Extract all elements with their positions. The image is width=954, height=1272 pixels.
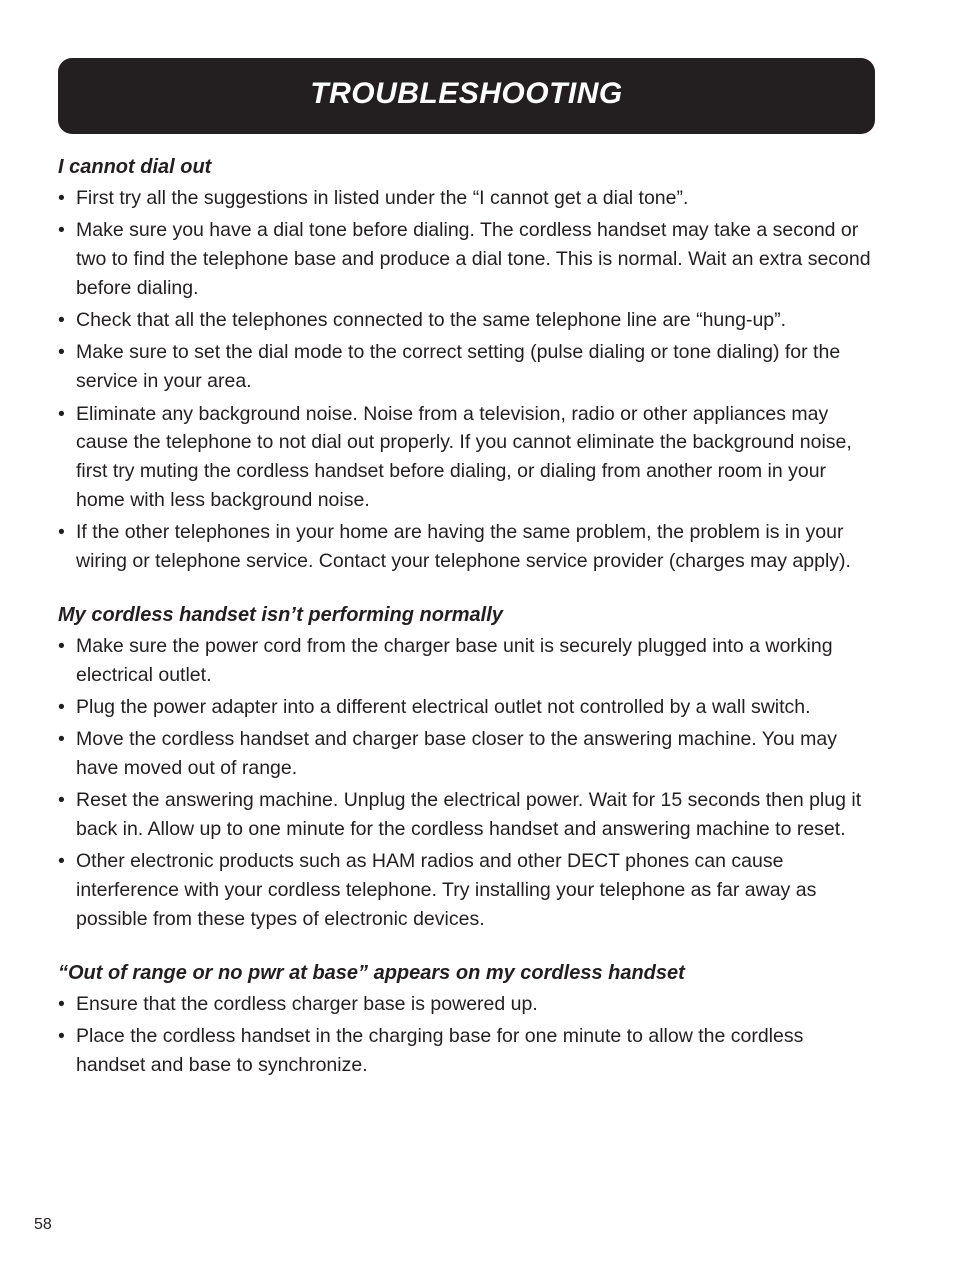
list-item: • Make sure the power cord from the charger base unit is securely plugged into a working electrical outlet. [58, 632, 878, 690]
list-item: • Move the cordless handset and charger base closer to the answering machine. You may have moved out of range. [58, 725, 878, 783]
section-header-bar [58, 58, 875, 134]
list-item: • Place the cordless handset in the charging base for one minute to allow the cordless handset and base to synchronize. [58, 1022, 878, 1080]
section-title: “Out of range or no pwr at base” appears on my cordless handset [58, 961, 685, 984]
list-item: • Other electronic products such as HAM radios and other DECT phones can cause interference with your cordless telephone. Try installing your telephone as far away as possible from these types of electronic devices. [58, 847, 878, 933]
page-title: TROUBLESHOOTING [310, 77, 623, 110]
section-handset-not-performing [58, 600, 878, 934]
troubleshooting-content [58, 152, 878, 1104]
list-item: • Make sure you have a dial tone before dialing. The cordless handset may take a second or two to find the telephone base and produce a dial tone. This is normal. Wait an extra second before dialing. [58, 216, 878, 302]
section-title: My cordless handset isn’t performing normally [58, 603, 503, 626]
bullet-list [58, 990, 878, 1080]
bullet-list [58, 184, 878, 576]
section-title: I cannot dial out [58, 156, 212, 178]
list-item: • If the other telephones in your home are having the same problem, the problem is in your wiring or telephone service. Contact your telephone service provider (charges may apply). [58, 518, 878, 576]
section-out-of-range [58, 958, 878, 1080]
list-item: • First try all the suggestions in listed under the “I cannot get a dial tone”. [58, 184, 878, 213]
list-item: • Ensure that the cordless charger base is powered up. [58, 990, 878, 1019]
list-item: • Check that all the telephones connected to the same telephone line are “hung-up”. [58, 306, 878, 335]
section-cannot-dial-out [58, 152, 878, 576]
list-item: • Eliminate any background noise. Noise from a television, radio or other appliances may cause the telephone to not dial out properly. If you cannot eliminate the background noise, first try muting the cordless handset before dialing, or dialing from another room in your home with less background noise. [58, 400, 878, 515]
list-item: • Plug the power adapter into a different electrical outlet not controlled by a wall switch. [58, 693, 878, 722]
page-number: 58 [34, 1216, 52, 1233]
list-item: • Reset the answering machine. Unplug the electrical power. Wait for 15 seconds then plug it back in. Allow up to one minute for the cordless handset and answering machine to reset. [58, 786, 878, 844]
bullet-list [58, 632, 878, 934]
list-item: • Make sure to set the dial mode to the correct setting (pulse dialing or tone dialing) for the service in your area. [58, 338, 878, 396]
